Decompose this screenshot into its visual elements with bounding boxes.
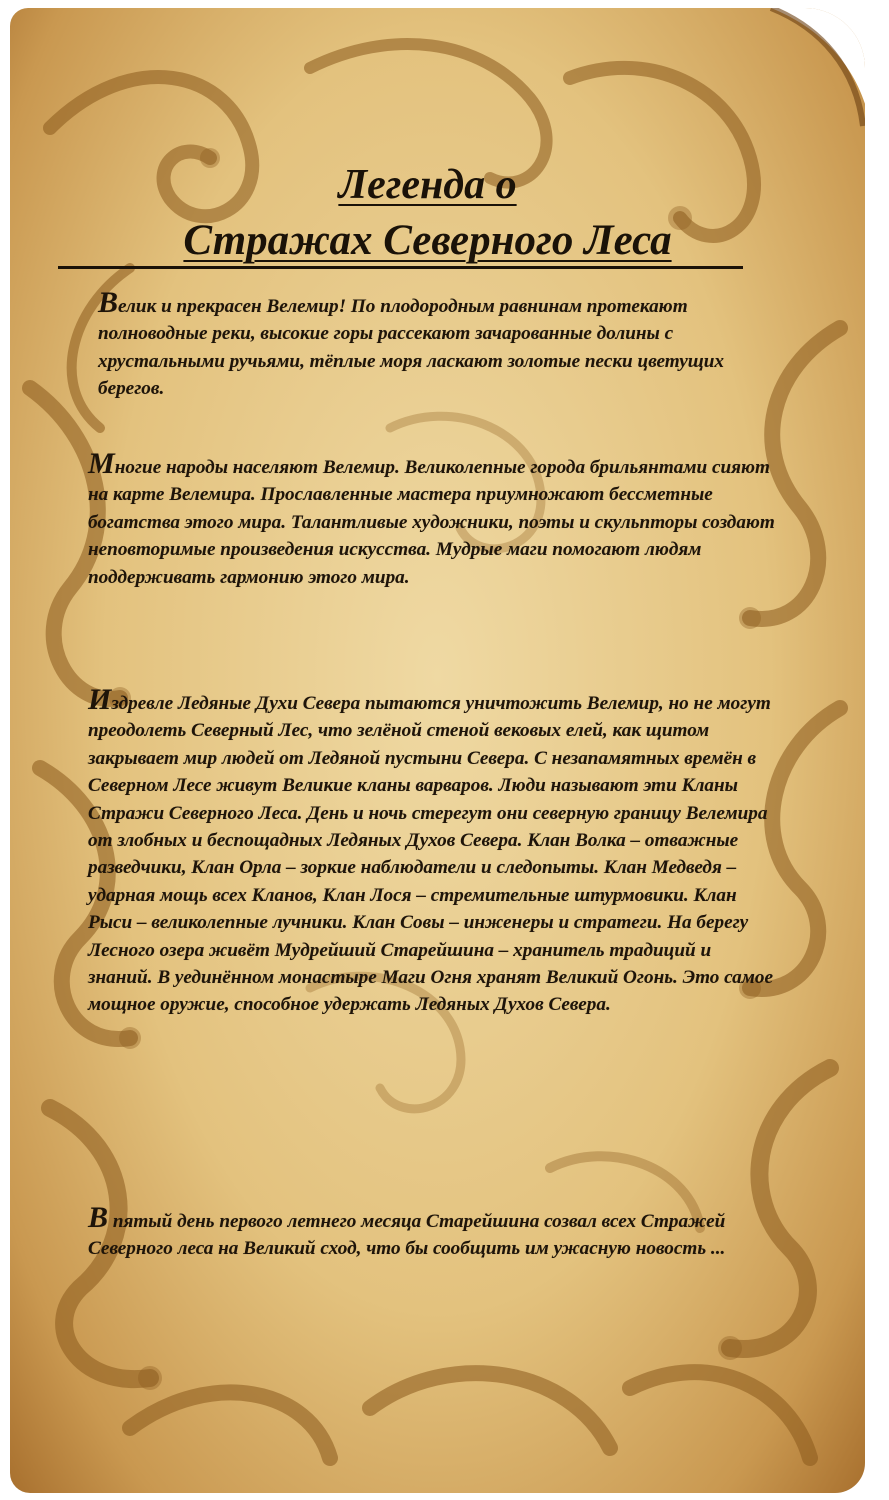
paragraph-text: здревле Ледяные Духи Севера пытаются уничтожить Велемир, но не могут преодолеть Северный Лес, что зелёной стеной вековых елей, как щитом закрывает мир людей от Ледяной пустыни Севера. С незапамятных времён в Северном Лесе живут Великие кланы варваров. Люди называют эти Кланы Стражи Северного Леса. День и ночь стерегут они северную границу Велемира от злобных и беспощадных Ледяных Духов Севера. Клан Волка – отважные разведчики, Клан Орла – зоркие наблюдатели и следопыты. Клан Медведя – ударная мощь всех Кланов, Клан Лося – стремительные штурмовики. Клан Рыси – великолепные лучники. Клан Совы – инженеры и стратеги. На берегу Лесного озера живёт Мудрейший Старейшина – хранитель традиций и знаний. В уединённом монастыре Маги Огня хранят Великий Огонь. Это самое мощное оружие, способное удержать Ледяных Духов Севера. [88,693,774,1016]
page-title [0,160,855,266]
paragraph-4 [88,1201,778,1263]
title-line-2: Стражах Северного Леса [183,217,672,264]
title-underline [58,266,743,269]
drop-cap: В [98,286,119,319]
paragraph-3 [88,683,778,1019]
paragraph-text: елик и прекрасен Велемир! По плодородным равнинам протекают полноводные реки, высокие горы рассекают зачарованные долины с хрустальными ручьями, тёплые моря ласкают золотые пески цветущих берегов. [98,296,725,400]
title-line-1: Легенда о [338,162,517,208]
paragraph-1 [98,286,788,403]
drop-cap: В [88,1201,109,1234]
drop-cap: М [88,447,115,480]
paragraph-text: пятый день первого летнего месяца Старейшина созвал всех Стражей Северного леса на Великий сход, что бы сообщить им ужасную новость ... [88,1211,726,1260]
paragraph-2 [88,447,778,591]
paragraph-text: ногие народы населяют Велемир. Великолепные города брильянтами сияют на карте Велемира. Прославленные мастера приумножают бессметные богатства этого мира. Талантливые художники, поэты и скульпторы создают неповторимые произведения искусства. Мудрые маги помогают людям поддерживать гармонию этого мира. [88,457,775,588]
drop-cap: И [88,683,112,716]
